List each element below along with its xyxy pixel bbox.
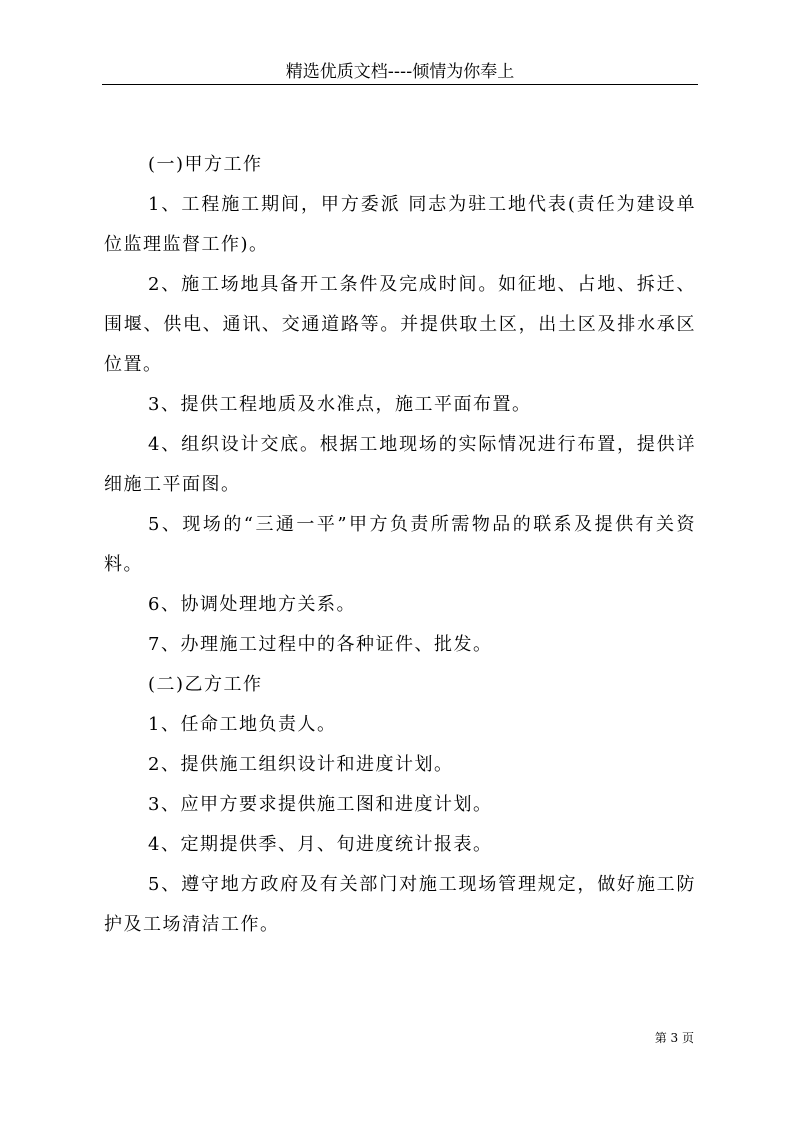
page-number: 第 3 页 (654, 1031, 694, 1045)
party-a-item-3: 3、提供工程地质及水准点，施工平面布置。 (148, 394, 532, 415)
header-divider (102, 84, 698, 85)
document-body (104, 145, 696, 945)
party-b-item-2: 2、提供施工组织设计和进度计划。 (148, 754, 454, 775)
party-b-item-5: 5、遵守地方政府及有关部门对施工现场管理规定，做好施工防护及工场清洁工作。 (104, 874, 696, 935)
party-b-item-1: 1、任命工地负责人。 (148, 714, 337, 735)
party-a-item-7: 7、办理施工过程中的各种证件、批发。 (148, 634, 493, 655)
party-a-item-2: 2、施工场地具备开工条件及完成时间。如征地、占地、拆迁、围堰、供电、通讯、交通道路等。并提供取土区，出土区及排水承区位置。 (104, 274, 696, 375)
party-a-item-6: 6、协调处理地方关系。 (148, 594, 356, 615)
section-heading-party-b: (二)乙方工作 (148, 674, 263, 695)
party-a-item-5: 5、现场的“三通一平”甲方负责所需物品的联系及提供有关资料。 (104, 514, 696, 575)
section-heading-party-a: (一)甲方工作 (148, 154, 263, 175)
party-a-item-1: 1、工程施工期间，甲方委派 同志为驻工地代表(责任为建设单位监理监督工作)。 (104, 194, 696, 255)
party-a-item-4: 4、组织设计交底。根据工地现场的实际情况进行布置，提供详细施工平面图。 (104, 434, 696, 495)
party-b-item-3: 3、应甲方要求提供施工图和进度计划。 (148, 794, 493, 815)
page-header: 精选优质文档----倾情为你奉上 (285, 62, 515, 82)
party-b-item-4: 4、定期提供季、月、旬进度统计报表。 (148, 834, 493, 855)
